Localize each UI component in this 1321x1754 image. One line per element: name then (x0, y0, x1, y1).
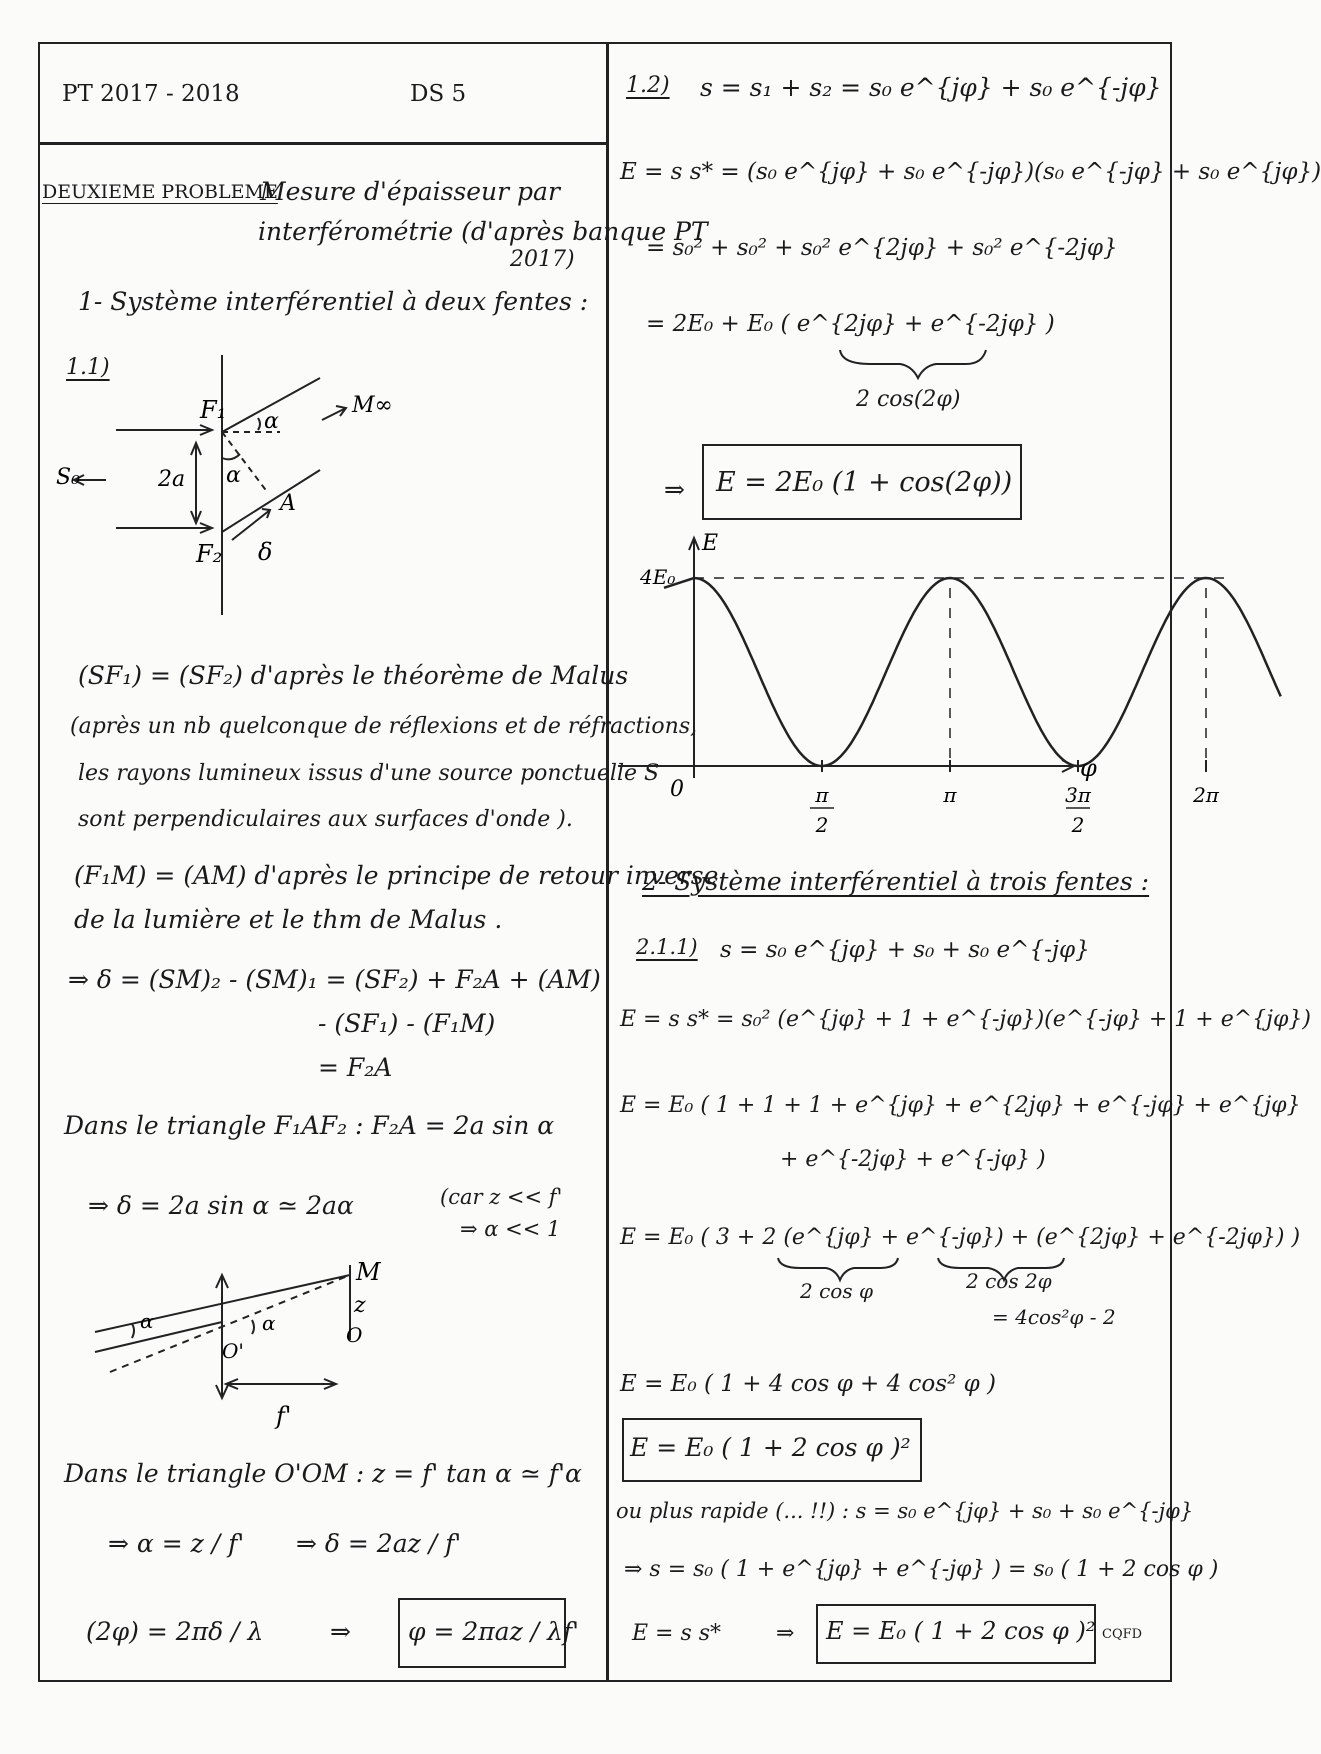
x-axis-label: φ (1080, 754, 1097, 782)
three-slit-intensity-3: + e^{-2jφ} + e^{-jφ} ) (780, 1147, 1046, 1172)
y-tick-4E0: 4E₀ (640, 565, 676, 589)
small-angle-approx: ⇒ δ = 2a sin α ≃ 2aα (88, 1191, 354, 1220)
intensity-2: = s₀² + s₀² + s₀² e^{2jφ} + s₀² e^{-2jφ} (646, 235, 1118, 261)
triangle-2: Dans le triangle O'OM : z = f' tan α ≃ f'α (64, 1459, 582, 1488)
phase-implies: ⇒ (330, 1617, 351, 1646)
condition-2: ⇒ α << 1 (460, 1217, 561, 1241)
retour-inverse-1: (F₁M) = (AM) d'après le principe de retour inverse (74, 861, 719, 890)
malus-explain-3: sont perpendiculaires aux surfaces d'onde ). (78, 807, 573, 832)
cos-2phi-brace: 2 cos 2φ (966, 1269, 1052, 1293)
label-O: O (346, 1323, 363, 1347)
label-z: z (354, 1293, 366, 1318)
y-axis-label: E (702, 531, 719, 556)
alpha-result: ⇒ α = z / f' (108, 1529, 245, 1558)
three-slit-intensity-2: E = E₀ ( 1 + 1 + 1 + e^{jφ} + e^{2jφ} + e^{-jφ} + e^{jφ} (620, 1093, 1301, 1118)
malus-explain-1: (après un nb quelconque de réflexions et de réfractions, (70, 714, 698, 739)
three-slit-intensity-1: E = s s* = s₀² (e^{jφ} + 1 + e^{-jφ})(e^{-jφ} + 1 + e^{jφ}) (620, 1007, 1311, 1032)
cos-phi-brace: 2 cos φ (800, 1279, 873, 1303)
label-2a: 2a (158, 467, 186, 492)
label-alpha-fig2-b: α (262, 1311, 276, 1335)
intensity-3: = 2E₀ + E₀ ( e^{2jφ} + e^{-2jφ} ) (646, 311, 1055, 337)
label-F2: F₂ (196, 540, 223, 568)
delta-result: ⇒ δ = 2az / f' (296, 1529, 462, 1558)
problem-title-1: Mesure d'épaisseur par (260, 177, 560, 206)
intensity-1: E = s s* = (s₀ e^{jφ} + s₀ e^{-jφ})(s₀ e^{-jφ} + s₀ e^{jφ}) (620, 159, 1321, 185)
fast-method-3: E = s s* (632, 1621, 722, 1646)
problem-title-2: interférométrie (d'après banque PT (258, 217, 708, 246)
triangle-1: Dans le triangle F₁AF₂ : F₂A = 2a sin α (64, 1111, 555, 1140)
label-fprime: f' (276, 1402, 292, 1430)
label-Minf: M∞ (352, 393, 393, 418)
fast-method-2: ⇒ s = s₀ ( 1 + e^{jφ} + e^{-jφ} ) = s₀ ( 1 + 2 cos φ ) (624, 1557, 1219, 1582)
condition-1: (car z << f' (440, 1185, 563, 1209)
delta-derivation-3: = F₂A (318, 1053, 393, 1082)
section1-heading: 1- Système interférentiel à deux fentes : (78, 287, 589, 316)
cos-2phi-identity: = 4cos²φ - 2 (992, 1305, 1116, 1329)
delta-derivation-2: - (SF₁) - (F₁M) (318, 1009, 496, 1038)
label-alpha-fig1-top: α (264, 409, 279, 434)
malus-line: (SF₁) = (SF₂) d'après le théorème de Malus (78, 661, 629, 690)
label-F1: F₁ (200, 396, 227, 424)
label-alpha-fig1: α (226, 463, 241, 488)
label-delta: δ (258, 538, 273, 566)
test-label: DS 5 (410, 81, 467, 107)
three-slit-intensity-5: E = E₀ ( 1 + 4 cos φ + 4 cos² φ ) (620, 1371, 996, 1397)
result3-implies: ⇒ (776, 1621, 795, 1646)
result2: E = E₀ ( 1 + 2 cos φ )² (630, 1433, 911, 1462)
x-tick-label-3: 3π 2 (1065, 783, 1091, 837)
origin-label: 0 (670, 777, 684, 802)
result1: E = 2E₀ (1 + cos(2φ)) (716, 467, 1013, 498)
question-1-1: 1.1) (66, 355, 110, 380)
phase-equation: (2φ) = 2πδ / λ (86, 1617, 264, 1646)
problem-title-3: 2017) (510, 247, 575, 272)
three-slit-amplitude: s = s₀ e^{jφ} + s₀ + s₀ e^{-jφ} (720, 937, 1090, 963)
phase-result: φ = 2πaz / λf' (408, 1617, 580, 1646)
amplitude-sum: s = s₁ + s₂ = s₀ e^{jφ} + s₀ e^{-jφ} (700, 73, 1162, 102)
malus-explain-2: les rayons lumineux issus d'une source ponctuelle S (78, 761, 660, 786)
label-S0: S₀ (56, 465, 80, 490)
x-tick-label-2: π (943, 783, 957, 807)
result3: E = E₀ ( 1 + 2 cos φ )² (826, 1617, 1096, 1645)
label-Oprime: O' (222, 1339, 244, 1363)
label-M: M (356, 1258, 381, 1286)
fast-method-1: ou plus rapide (... !!) : s = s₀ e^{jφ} + s₀ + s₀ e^{-jφ} (616, 1499, 1194, 1523)
x-tick-label-4: 2π (1193, 783, 1219, 807)
problem-label: DEUXIEME PROBLEME (42, 181, 278, 203)
question-2-1-1: 2.1.1) (636, 935, 698, 959)
result1-implies: ⇒ (664, 475, 685, 504)
retour-inverse-2: de la lumière et le thm de Malus . (74, 905, 503, 934)
question-1-2: 1.2) (626, 73, 670, 98)
label-alpha-fig2: α (140, 1309, 154, 1333)
cqfd-label: CQFD (1102, 1627, 1143, 1642)
delta-derivation-1: ⇒ δ = (SM)₂ - (SM)₁ = (SF₂) + F₂A + (AM) (68, 965, 601, 994)
course-label: PT 2017 - 2018 (62, 81, 240, 107)
three-slit-intensity-4: E = E₀ ( 3 + 2 (e^{jφ} + e^{-jφ}) + (e^{2jφ} + e^{-2jφ}) ) (620, 1225, 1301, 1250)
label-A: A (280, 491, 296, 516)
x-tick-label-1: π 2 (815, 783, 829, 837)
section2-heading: 2- Système interférentiel à trois fentes : (642, 867, 1150, 896)
cos-2phi: 2 cos(2φ) (856, 387, 961, 412)
